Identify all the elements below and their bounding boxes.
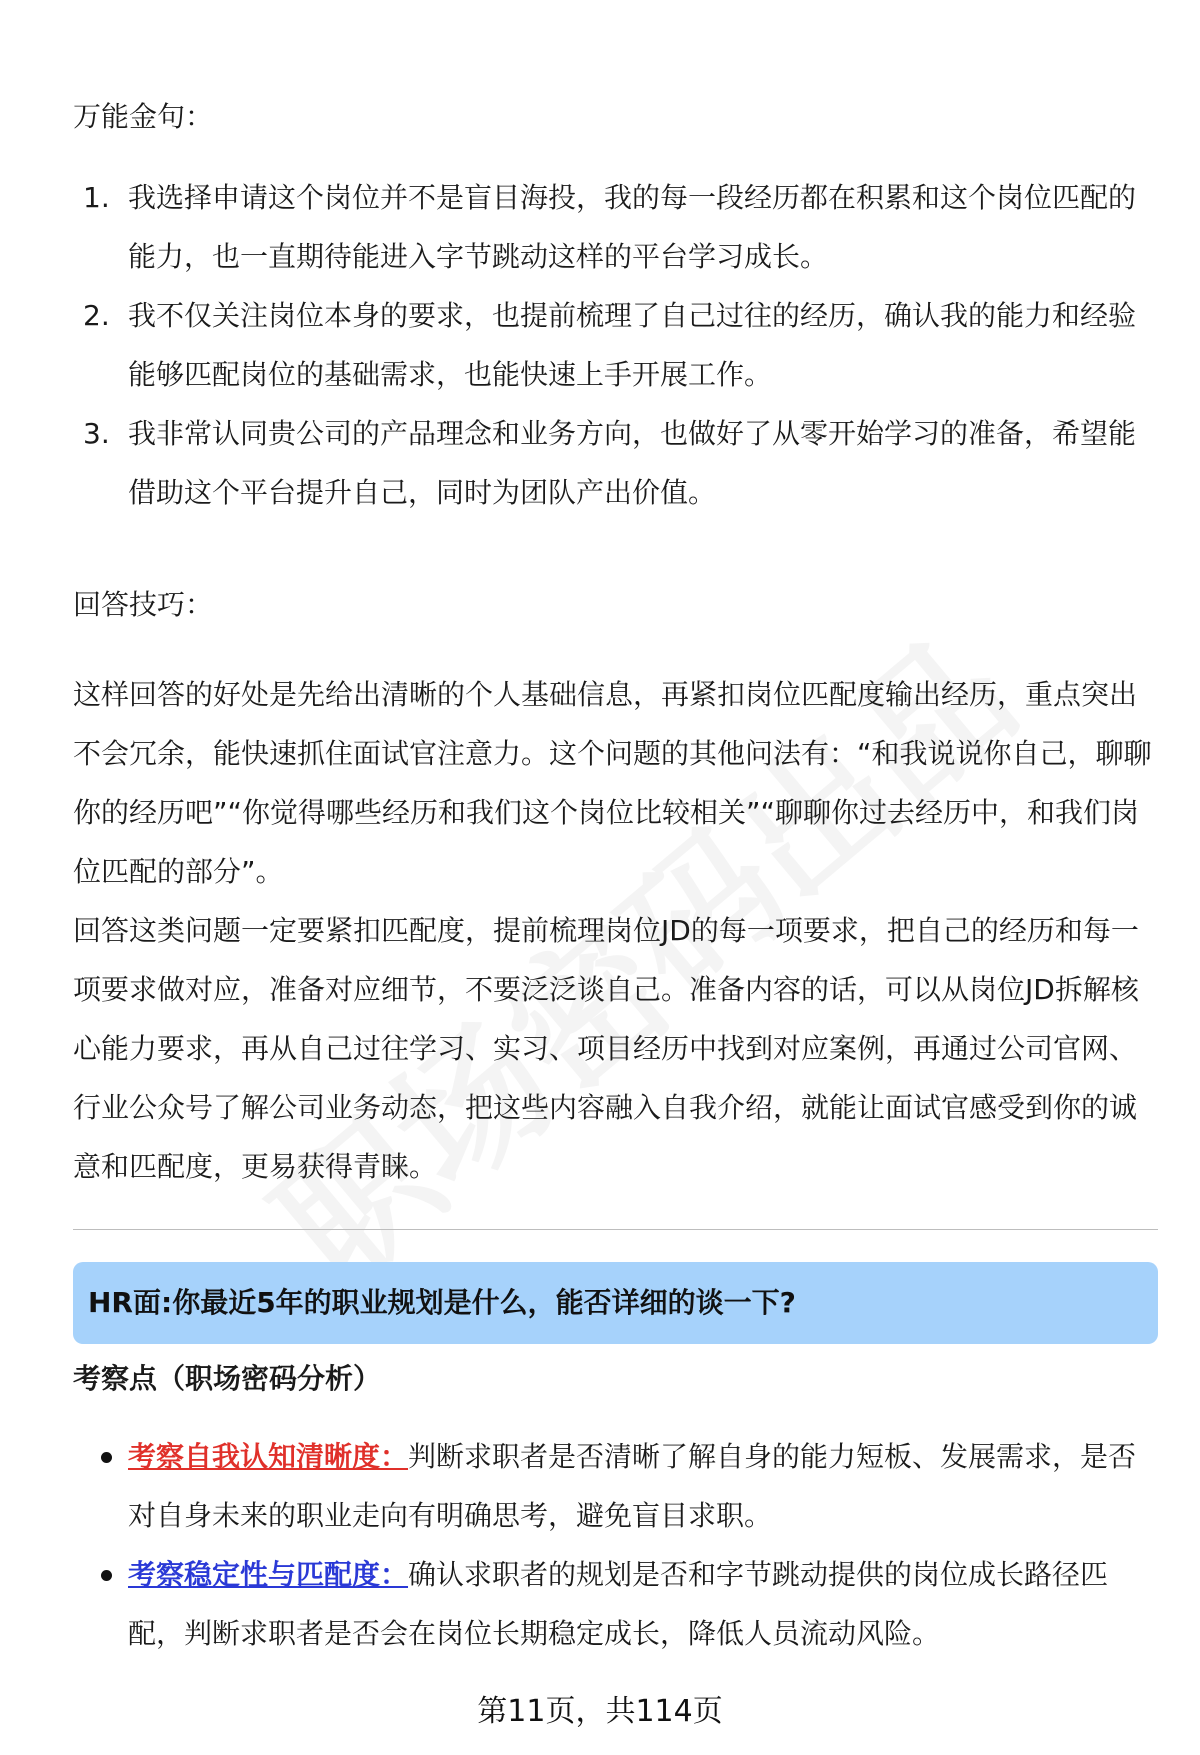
list-item [73,286,1153,404]
section-heading-assessment-points: 考察点（职场密码分析） [73,1362,382,1395]
list-item-text: 判断求职者是否清晰了解自身的能力短板、发展需求，是否对自身未来的职业走向有明确思考，避免盲目求职。 [128,1440,1137,1532]
assessment-lead-self-awareness: 考察自我认知清晰度： [128,1440,409,1473]
bullet-icon [101,1452,112,1463]
list-item-text: 确认求职者的规划是否和字节跳动提供的岗位成长路径匹配，判断求职者是否会在岗位长期稳定成长，降低人员流动风险。 [128,1558,1109,1650]
golden-sentences-list [73,168,1153,522]
list-item [73,1427,1153,1545]
list-item [73,404,1153,522]
list-item-text: 我选择申请这个岗位并不是盲目海投，我的每一段经历都在积累和这个岗位匹配的能力，也一直期待能进入字节跳动这样的平台学习成长。 [128,181,1137,273]
assessment-lead-stability: 考察稳定性与匹配度： [128,1558,409,1591]
list-number: 2. [83,299,110,332]
page-number-footer: 第11页，共114页 [477,1694,723,1729]
list-item [73,168,1153,286]
question-box [73,1262,1158,1344]
assessment-points-list [73,1427,1153,1663]
answer-tips-paragraph-1: 这样回答的好处是先给出清晰的个人基础信息，再紧扣岗位匹配度输出经历，重点突出不会冗余，能快速抓住面试官注意力。这个问题的其他问法有：“和我说说你自己，聊聊你的经历吧”“你觉得哪些经历和我们这个岗位比较相关”“聊聊你过去经历中，和我们岗位匹配的部分”。 [73,678,1152,888]
section-heading-golden-sentences: 万能金句： [73,100,214,133]
list-item-text: 我不仅关注岗位本身的要求，也提前梳理了自己过往的经历，确认我的能力和经验能够匹配岗位的基础需求，也能快速上手开展工作。 [128,299,1137,391]
bullet-icon [101,1570,112,1581]
list-number: 3. [83,417,110,450]
list-number: 1. [83,181,110,214]
section-heading-answer-tips: 回答技巧： [73,588,214,621]
question-title: HR面:你最近5年的职业规划是什么，能否详细的谈一下? [88,1286,796,1319]
list-item-text: 我非常认同贵公司的产品理念和业务方向，也做好了从零开始学习的准备，希望能借助这个平台提升自己，同时为团队产出价值。 [128,417,1137,509]
answer-tips-paragraph-2: 回答这类问题一定要紧扣匹配度，提前梳理岗位JD的每一项要求，把自己的经历和每一项要求做对应，准备对应细节，不要泛泛谈自己。准备内容的话，可以从岗位JD拆解核心能力要求，再从自己过往学习、实习、项目经历中找到对应案例，再通过公司官网、行业公众号了解公司业务动态，把这些内容融入自我介绍，就能让面试官感受到你的诚意和匹配度，更易获得青睐。 [73,914,1139,1183]
section-divider [73,1229,1158,1230]
list-item [73,1545,1153,1663]
